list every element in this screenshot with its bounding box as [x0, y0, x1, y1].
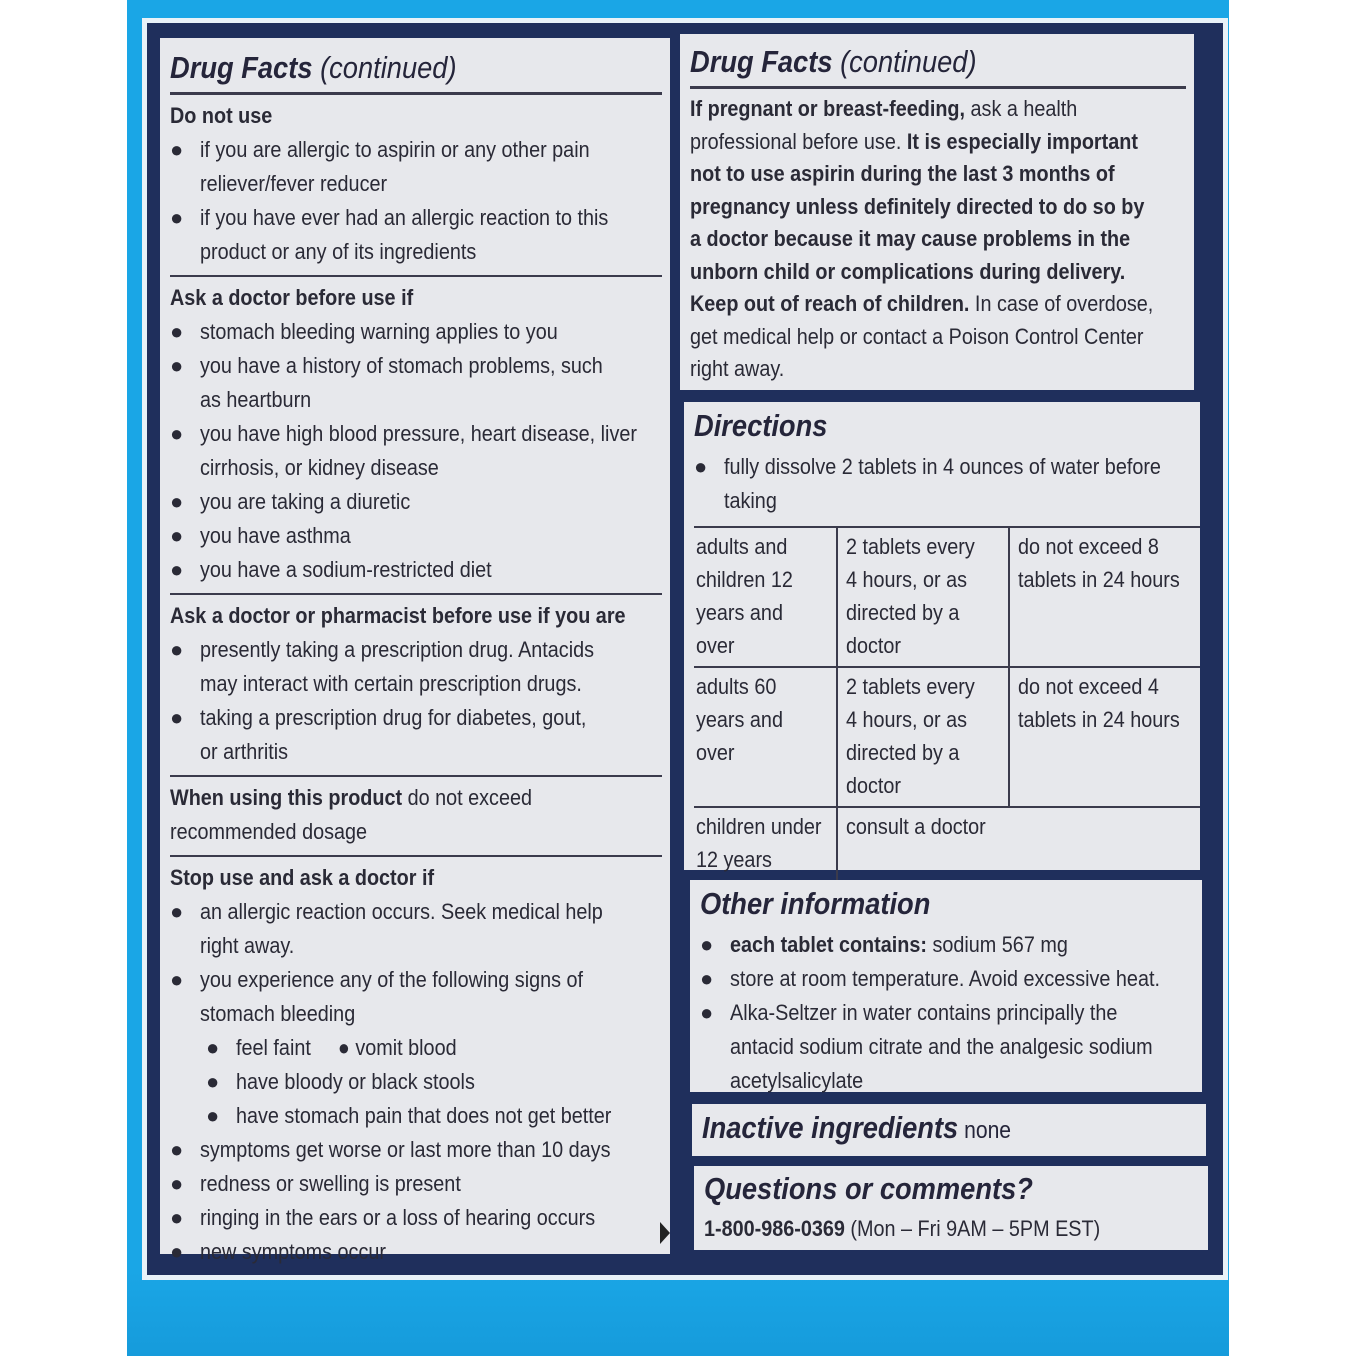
- bullet-icon: ●: [170, 967, 184, 992]
- bullet-icon: ●: [206, 1035, 220, 1060]
- questions-panel: [694, 1166, 1208, 1250]
- list-item: ● new symptoms occur: [170, 1235, 662, 1269]
- continue-arrow-icon: [660, 1222, 670, 1244]
- table-row: adults and children 12 years and over 2 tablets every 4 hours, or as directed by a doctor do not exceed 8 tablets in 24 hours: [694, 528, 1200, 668]
- list-item: ● you are taking a diuretic: [170, 485, 662, 519]
- bullet-icon: ●: [170, 137, 184, 162]
- do-not-use-heading: Do not use: [170, 103, 273, 128]
- bullet-icon: ●: [170, 523, 184, 548]
- table-row: children under 12 years consult a doctor: [694, 808, 1200, 880]
- list-item: ● store at room temperature. Avoid excessive heat.: [700, 962, 1194, 996]
- bullet-icon: ●: [206, 1069, 220, 1094]
- right-panel-title: Drug Facts (continued): [690, 44, 977, 79]
- list-item: ● presently taking a prescription drug. Antacids may interact with certain prescription drugs.: [170, 633, 662, 701]
- list-item: ● an allergic reaction occurs. Seek medical help right away.: [170, 895, 662, 963]
- title-rule: [690, 86, 1186, 89]
- directions-panel: [684, 402, 1200, 870]
- other-information-title: Other information: [700, 886, 931, 921]
- bullet-icon: ●: [170, 205, 184, 230]
- list-item: ● stomach bleeding warning applies to you: [170, 315, 662, 349]
- ask-pharmacist-heading: Ask a doctor or pharmacist before use if you are: [170, 603, 626, 628]
- list-item: ● ringing in the ears or a loss of hearing occurs: [170, 1201, 662, 1235]
- list-item: ● you have asthma: [170, 519, 662, 553]
- section-rule: [170, 275, 662, 277]
- list-item: ● if you are allergic to aspirin or any other pain reliever/fever reducer: [170, 133, 662, 201]
- list-item: ● fully dissolve 2 tablets in 4 ounces of water before taking: [694, 450, 1200, 518]
- bullet-icon: ●: [170, 489, 184, 514]
- list-item: ● you have high blood pressure, heart disease, liver cirrhosis, or kidney disease: [170, 417, 662, 485]
- pregnancy-warning: If pregnant or breast-feeding, ask a health professional before use. It is especially important not to use aspirin during the last 3 months of pregnancy unless definitely directed to do so by a doctor because it may cause problems in the unborn child or complications during delivery. Keep out of reach of children. In case of overdose, get medical help or contact a Poison Control Center right away.: [690, 96, 1154, 381]
- section-rule: [170, 855, 662, 857]
- directions-title: Directions: [694, 408, 828, 443]
- bullet-icon: ●: [170, 319, 184, 344]
- bullet-icon: ●: [700, 1000, 714, 1025]
- package-bottom-edge: [127, 1270, 1229, 1356]
- bullet-icon: ●: [170, 1171, 184, 1196]
- drug-facts-left-panel: [160, 38, 670, 1264]
- bullet-icon: ●: [700, 966, 714, 991]
- when-using-text-2: recommended dosage: [170, 819, 368, 844]
- phone-number: 1-800-986-0369 (Mon – Fri 9AM – 5PM EST): [704, 1216, 1101, 1241]
- other-information-panel: [690, 880, 1202, 1092]
- bullet-icon: ●: [170, 421, 184, 446]
- inactive-ingredients: Inactive ingredients none: [702, 1110, 1012, 1145]
- left-panel-title: Drug Facts (continued): [170, 50, 457, 85]
- questions-title: Questions or comments?: [704, 1171, 1033, 1206]
- list-item: ● redness or swelling is present: [170, 1167, 662, 1201]
- list-item: ● taking a prescription drug for diabetes, gout, or arthritis: [170, 701, 662, 769]
- section-rule: [170, 775, 662, 777]
- list-item: ● each tablet contains: sodium 567 mg: [700, 928, 1194, 962]
- list-item: ● symptoms get worse or last more than 10 days: [170, 1133, 662, 1167]
- bullet-icon: ●: [170, 557, 184, 582]
- bullet-icon: ●: [170, 1239, 184, 1264]
- list-item: ● Alka-Seltzer in water contains principally the antacid sodium citrate and the analgesic sodium acetylsalicylate: [700, 996, 1194, 1098]
- sub-list-item: ● have stomach pain that does not get better: [170, 1099, 662, 1133]
- ask-doctor-heading: Ask a doctor before use if: [170, 285, 414, 310]
- section-rule: [170, 593, 662, 595]
- drug-facts-right-panel: [680, 34, 1194, 390]
- sub-list-item: ● feel faint ● vomit blood: [170, 1031, 662, 1065]
- list-item: ● you have a sodium-restricted diet: [170, 553, 662, 587]
- bullet-icon: ●: [170, 705, 184, 730]
- table-row: adults 60 years and over 2 tablets every 4 hours, or as directed by a doctor do not exceed 4 tablets in 24 hours: [694, 668, 1200, 808]
- bullet-icon: ●: [206, 1103, 220, 1128]
- list-item: ● you experience any of the following signs of stomach bleeding: [170, 963, 662, 1031]
- bullet-icon: ●: [337, 1035, 350, 1060]
- dosage-table: [694, 526, 1200, 880]
- when-using-text: When using this product do not exceed: [170, 785, 532, 810]
- inactive-ingredients-panel: [692, 1104, 1206, 1156]
- bullet-icon: ●: [170, 1205, 184, 1230]
- bullet-icon: ●: [170, 1137, 184, 1162]
- bullet-icon: ●: [170, 899, 184, 924]
- title-rule: [170, 92, 662, 95]
- bullet-icon: ●: [170, 637, 184, 662]
- bullet-icon: ●: [700, 932, 714, 957]
- sub-list-item: ● have bloody or black stools: [170, 1065, 662, 1099]
- list-item: ● you have a history of stomach problems, such as heartburn: [170, 349, 662, 417]
- bullet-icon: ●: [170, 353, 184, 378]
- bullet-icon: ●: [694, 454, 708, 479]
- stop-use-heading: Stop use and ask a doctor if: [170, 865, 435, 890]
- list-item: ● if you have ever had an allergic reaction to this product or any of its ingredients: [170, 201, 662, 269]
